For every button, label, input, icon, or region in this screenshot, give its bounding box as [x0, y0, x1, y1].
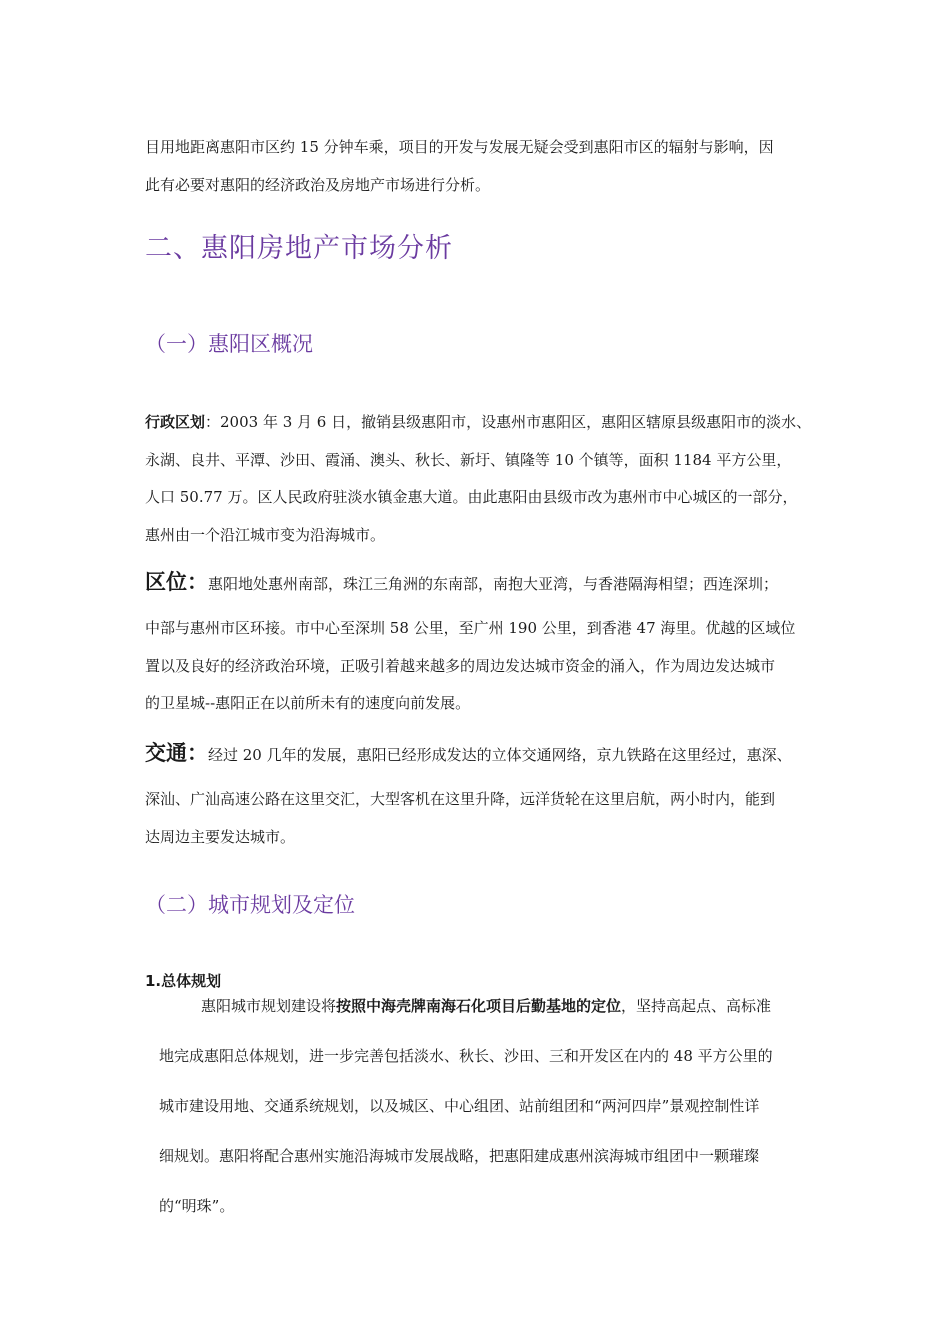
section-title: 二、惠阳房地产市场分析 [145, 233, 453, 264]
plan-line: ，坚持高起点、高标准 [621, 997, 772, 1015]
plan-line: 地完成惠阳总体规划，进一步完善包括淡水、秋长、沙田、三和开发区在内的 48 平方公里的 [159, 1047, 773, 1065]
traffic-label: 交通： [145, 741, 208, 765]
plan-heading: 1.总体规划 [145, 972, 222, 990]
intro-line: 目用地距离惠阳市区约 15 分钟车乘，项目的开发与发展无疑会受到惠阳市区的辐射与影响，因 [145, 138, 774, 156]
admin-line: 惠州由一个沿江城市变为沿海城市。 [145, 525, 386, 544]
admin-line: 永湖、良井、平潭、沙田、霞涌、澳头、秋长、新圩、镇隆等 10 个镇等，面积 1184 平方公里， [145, 450, 792, 469]
intro-paragraph [145, 128, 857, 204]
plan-paragraph [159, 993, 859, 1231]
plan-line: 的“明珠”。 [159, 1197, 235, 1215]
location-line: 的卫星城--惠阳正在以前所未有的速度向前发展。 [145, 694, 471, 712]
admin-line: ：2003 年 3 月 6 日，撤销县级惠阳市，设惠州市惠阳区，惠阳区辖原县级惠阳市的淡水、 [205, 413, 812, 431]
subsection-title-overview: （一）惠阳区概况 [145, 332, 313, 356]
plan-line: 惠阳城市规划建设将 [201, 997, 337, 1015]
traffic-line: 达周边主要发达城市。 [145, 827, 296, 846]
plan-line: 城市建设用地、交通系统规划，以及城区、中心组团、站前组团和“两河四岸”景观控制性详 [159, 1097, 760, 1115]
admin-paragraph [145, 404, 857, 554]
location-line: 惠阳地处惠州南部，珠江三角洲的东南部，南抱大亚湾，与香港隔海相望；西连深圳； [208, 575, 779, 593]
location-paragraph [145, 562, 857, 723]
admin-label: 行政区划 [145, 413, 206, 431]
traffic-line: 经过 20 几年的发展，惠阳已经形成发达的立体交通网络，京九铁路在这里经过，惠深、 [208, 746, 792, 764]
location-label: 区位： [145, 570, 208, 594]
traffic-line: 深汕、广汕高速公路在这里交汇，大型客机在这里升降，远洋货轮在这里启航，两小时内，能到 [145, 790, 776, 808]
traffic-paragraph [145, 733, 857, 856]
subsection-title-planning: （二）城市规划及定位 [145, 893, 355, 917]
intro-line: 此有必要对惠阳的经济政治及房地产市场进行分析。 [145, 176, 491, 194]
location-line: 中部与惠州市区环接。市中心至深圳 58 公里，至广州 190 公里，到香港 47 海里。优越的区域位 [145, 619, 796, 637]
plan-highlight: 按照中海壳牌南海石化项目后勤基地的定位 [336, 997, 622, 1015]
location-line: 置以及良好的经济政治环境，正吸引着越来越多的周边发达城市资金的涌入，作为周边发达城市 [145, 656, 776, 675]
plan-line: 细规划。惠阳将配合惠州实施沿海城市发展战略，把惠阳建成惠州滨海城市组团中一颗璀璨 [159, 1147, 760, 1165]
admin-line: 人口 50.77 万。区人民政府驻淡水镇金惠大道。由此惠阳由县级市改为惠州市中心城区的一部分， [145, 488, 798, 506]
